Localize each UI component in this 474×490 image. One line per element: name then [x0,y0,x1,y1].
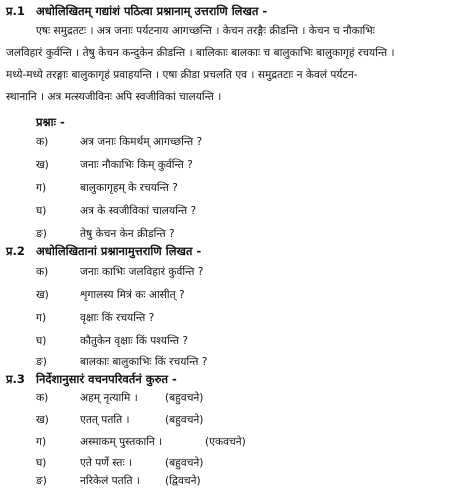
question-label: ख) [36,159,49,171]
question-text: बालकाः बालुकाभिः किं रचयन्ति ? [80,356,208,368]
question-text: अत्र के स्वजीविकां चालयन्ति ? [80,205,197,217]
q1-number: प्र.1 [6,4,25,18]
item-text: नरिकेलं पतति । [80,475,140,487]
item-label: ङ) [36,475,47,487]
question-label: क) [36,266,49,278]
question-label: ग) [36,312,47,324]
question-label: क) [36,136,49,148]
item-hint: (एकवचने) [205,436,246,448]
q2-heading: अधोलिखितानां प्रश्नानामुत्तराणि लिखत - [36,244,202,258]
passage-line: स्थानानि । अत्र मत्स्यजीविनः अपि स्वजीविकां चालयन्ति । [6,91,222,103]
q3-heading: निर्देशानुसारं वचनपरिवर्तनं कुरुत - [36,372,177,386]
q3-number: प्र.3 [6,372,25,386]
item-text: एते पर्णे स्तः । [80,457,132,469]
item-label: क) [36,392,49,404]
passage-line: एषः समुद्रतटः । अत्र जनाः पर्यटनाय आगच्छन्ति । केचन तरङ्गैः क्रीडन्ति । केचन च नौकाभिः [36,25,375,37]
passage-line: जलविहारं कुर्वन्ति । तेषु केचन कन्दुकेन क्रीडन्ति । बालिकाः बालकाः च बालुकाभिः बालुकागृहं रचयन्ति । [6,47,395,59]
item-hint: (बहुवचने) [165,414,204,426]
question-text: तेषु केचन केन क्रीडन्ति ? [80,228,175,240]
item-text: एतत् पतति । [80,414,130,426]
passage-line: मध्ये-मध्ये तरङ्गाः बालुकागृहं प्रवाहयन्ति । एषा क्रीडा प्रचलति एव । समुद्रतटाः न केवलं पर्यटन- [6,69,358,81]
question-text: बालुकागृहम् के रचयन्ति ? [80,182,178,194]
question-text: जनाः नौकाभिः किम् कुर्वन्ति ? [80,159,193,171]
question-label: ग) [36,182,47,194]
question-text: वृक्षाः किं रचयन्ति ? [80,312,155,324]
question-label: ङ) [36,228,47,240]
item-text: अहम् नृत्यामि । [80,392,138,404]
item-label: घ) [36,457,47,469]
question-text: शृगालस्य मित्रं कः आसीत् ? [80,289,185,301]
question-label: ङ) [36,356,47,368]
question-text: कौतुकेन वृक्षाः किं पश्यन्ति ? [80,335,188,347]
item-label: ग) [36,436,47,448]
q1-heading: अधोलिखितम् गद्यांशं पठित्वा प्रश्नानाम् उत्तराणि लिखत - [36,4,268,18]
question-text: जनाः काभिः जलविहारं कुर्वन्ति ? [80,266,204,278]
question-text: अत्र जनाः किमर्थम् आगच्छन्ति ? [80,136,203,148]
question-label: घ) [36,335,47,347]
question-label: घ) [36,205,47,217]
item-hint: (द्विवचने) [165,475,201,487]
item-hint: (बहुवचने) [165,457,204,469]
q2-number: प्र.2 [6,244,25,258]
item-text: अस्माकम् पुस्तकानि । [80,436,163,448]
questions-label: प्रश्नाः - [36,115,65,129]
item-hint: (बहुवचने) [165,392,204,404]
item-label: ख) [36,414,49,426]
question-label: ख) [36,289,49,301]
